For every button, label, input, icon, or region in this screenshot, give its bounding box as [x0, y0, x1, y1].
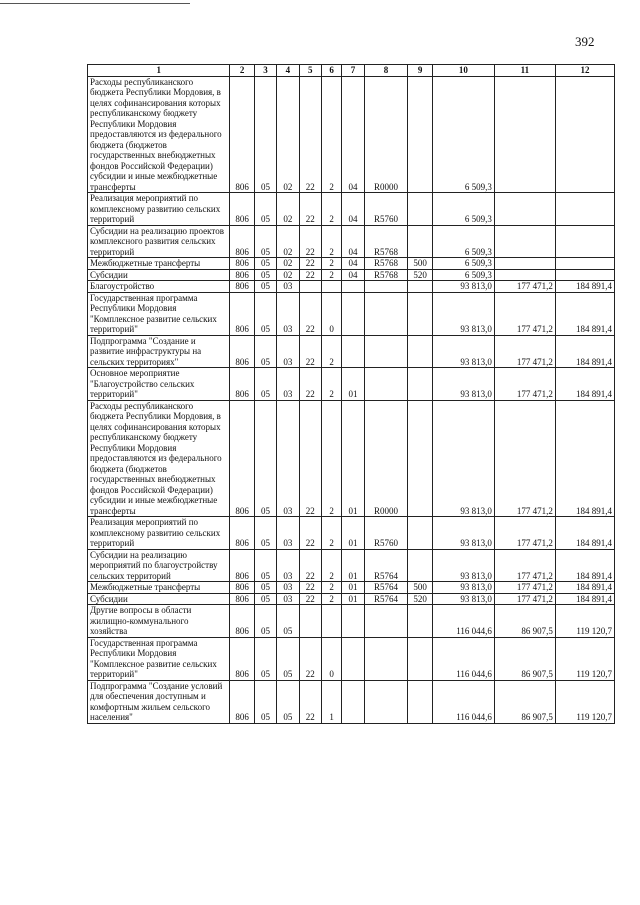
table-row [88, 605, 615, 638]
cell-section: 05 [254, 292, 276, 335]
cell-activity: 04 [342, 269, 364, 281]
cell-amount-year-3: 184 891,4 [555, 335, 614, 368]
cell-subsection: 03 [277, 593, 299, 605]
cell-program: 22 [299, 400, 321, 517]
top-rule [0, 3, 190, 4]
cell-amount-year-2: 177 471,2 [494, 335, 555, 368]
cell-subprogram: 2 [321, 335, 341, 368]
cell-section: 05 [254, 76, 276, 193]
cell-activity: 04 [342, 193, 364, 226]
cell-activity [342, 281, 364, 293]
cell-subsection: 03 [277, 517, 299, 550]
cell-item-name: Субсидии на реализацию проектов комплексного развития сельских территорий [88, 225, 230, 258]
cell-section: 05 [254, 517, 276, 550]
table-row [88, 193, 615, 226]
cell-admin-code: 806 [230, 281, 254, 293]
cell-subprogram: 2 [321, 593, 341, 605]
cell-admin-code: 806 [230, 582, 254, 594]
cell-section: 05 [254, 368, 276, 401]
cell-subprogram: 2 [321, 517, 341, 550]
cell-section: 05 [254, 193, 276, 226]
cell-subsection: 03 [277, 368, 299, 401]
column-header: 12 [555, 65, 614, 77]
cell-section: 05 [254, 400, 276, 517]
cell-admin-code: 806 [230, 76, 254, 193]
cell-expense-type [408, 680, 432, 723]
table-row [88, 593, 615, 605]
cell-admin-code: 806 [230, 517, 254, 550]
cell-subsection: 05 [277, 637, 299, 680]
column-header: 2 [230, 65, 254, 77]
cell-amount-year-2: 177 471,2 [494, 517, 555, 550]
cell-admin-code: 806 [230, 292, 254, 335]
cell-item-name: Расходы республиканского бюджета Республики Мордовия, в целях софинансирования которых республиканскому бюджету Республики Мордовия предоставляются из федерального бюджета (бюджетов государственных внебюджетных фондов Российской Федерации) субсидии и иные межбюджетные трансферты [88, 400, 230, 517]
cell-amount-year-2: 177 471,2 [494, 549, 555, 582]
cell-amount-year-1: 93 813,0 [432, 400, 494, 517]
cell-subsection: 03 [277, 549, 299, 582]
cell-program: 22 [299, 269, 321, 281]
cell-subprogram: 2 [321, 269, 341, 281]
table-row [88, 76, 615, 193]
table-row [88, 517, 615, 550]
cell-program [299, 605, 321, 638]
column-header: 11 [494, 65, 555, 77]
cell-amount-year-1: 116 044,6 [432, 637, 494, 680]
table-row [88, 368, 615, 401]
cell-amount-year-2: 177 471,2 [494, 582, 555, 594]
table-row [88, 400, 615, 517]
cell-subsection: 02 [277, 193, 299, 226]
column-header: 6 [321, 65, 341, 77]
cell-item-name: Субсидии [88, 593, 230, 605]
cell-amount-year-2: 86 907,5 [494, 680, 555, 723]
cell-expense-type: 500 [408, 258, 432, 270]
cell-direction: R5760 [364, 193, 408, 226]
cell-direction: R5764 [364, 549, 408, 582]
cell-item-name: Государственная программа Республики Мордовия "Комплексное развитие сельских территорий" [88, 637, 230, 680]
table-row [88, 269, 615, 281]
cell-item-name: Реализация мероприятий по комплексному развитию сельских территорий [88, 193, 230, 226]
cell-program: 22 [299, 292, 321, 335]
cell-amount-year-3 [555, 258, 614, 270]
cell-section: 05 [254, 605, 276, 638]
table-body [88, 76, 615, 723]
cell-subprogram: 2 [321, 193, 341, 226]
cell-admin-code: 806 [230, 193, 254, 226]
cell-direction: R5760 [364, 517, 408, 550]
cell-subsection: 02 [277, 258, 299, 270]
cell-amount-year-2 [494, 225, 555, 258]
column-header: 7 [342, 65, 364, 77]
cell-subsection: 03 [277, 281, 299, 293]
cell-subprogram [321, 281, 341, 293]
cell-amount-year-2: 177 471,2 [494, 593, 555, 605]
cell-subprogram: 2 [321, 582, 341, 594]
cell-program: 22 [299, 593, 321, 605]
cell-subprogram: 0 [321, 637, 341, 680]
cell-amount-year-2 [494, 269, 555, 281]
cell-section: 05 [254, 549, 276, 582]
table-row [88, 549, 615, 582]
cell-direction: R5768 [364, 258, 408, 270]
cell-expense-type [408, 225, 432, 258]
cell-item-name: Расходы республиканского бюджета Республики Мордовия, в целях софинансирования которых республиканскому бюджету Республики Мордовия предоставляются из федерального бюджета (бюджетов государственных внебюджетных фондов Российской Федерации) субсидии и иные межбюджетные трансферты [88, 76, 230, 193]
table-row [88, 281, 615, 293]
cell-section: 05 [254, 593, 276, 605]
cell-subprogram: 2 [321, 549, 341, 582]
cell-subprogram: 2 [321, 368, 341, 401]
cell-amount-year-2: 177 471,2 [494, 400, 555, 517]
cell-amount-year-3 [555, 225, 614, 258]
cell-expense-type [408, 281, 432, 293]
column-header: 5 [299, 65, 321, 77]
cell-section: 05 [254, 281, 276, 293]
cell-activity [342, 680, 364, 723]
cell-admin-code: 806 [230, 549, 254, 582]
table-row [88, 637, 615, 680]
column-header: 3 [254, 65, 276, 77]
page-number: 392 [575, 34, 595, 49]
cell-expense-type: 500 [408, 582, 432, 594]
cell-section: 05 [254, 225, 276, 258]
cell-amount-year-3: 184 891,4 [555, 517, 614, 550]
cell-program: 22 [299, 517, 321, 550]
cell-subprogram [321, 605, 341, 638]
cell-amount-year-1: 6 509,3 [432, 258, 494, 270]
cell-amount-year-2: 177 471,2 [494, 368, 555, 401]
cell-admin-code: 806 [230, 680, 254, 723]
cell-admin-code: 806 [230, 225, 254, 258]
cell-section: 05 [254, 637, 276, 680]
cell-amount-year-1: 93 813,0 [432, 281, 494, 293]
cell-direction: R5768 [364, 225, 408, 258]
cell-amount-year-1: 93 813,0 [432, 593, 494, 605]
cell-amount-year-1: 6 509,3 [432, 225, 494, 258]
cell-subsection: 03 [277, 335, 299, 368]
cell-subprogram: 0 [321, 292, 341, 335]
cell-activity: 01 [342, 400, 364, 517]
cell-direction: R5768 [364, 269, 408, 281]
cell-activity: 01 [342, 582, 364, 594]
cell-amount-year-3: 184 891,4 [555, 292, 614, 335]
column-header: 4 [277, 65, 299, 77]
cell-expense-type [408, 637, 432, 680]
cell-subsection: 02 [277, 76, 299, 193]
cell-admin-code: 806 [230, 335, 254, 368]
cell-subsection: 03 [277, 292, 299, 335]
cell-subprogram: 1 [321, 680, 341, 723]
cell-amount-year-3: 184 891,4 [555, 549, 614, 582]
cell-expense-type [408, 335, 432, 368]
cell-expense-type [408, 368, 432, 401]
cell-amount-year-1: 93 813,0 [432, 517, 494, 550]
cell-amount-year-2: 177 471,2 [494, 281, 555, 293]
cell-amount-year-2: 177 471,2 [494, 292, 555, 335]
cell-subprogram: 2 [321, 258, 341, 270]
cell-admin-code: 806 [230, 258, 254, 270]
cell-item-name: Межбюджетные трансферты [88, 258, 230, 270]
column-header: 10 [432, 65, 494, 77]
cell-subprogram: 2 [321, 225, 341, 258]
cell-activity: 01 [342, 593, 364, 605]
cell-admin-code: 806 [230, 593, 254, 605]
cell-activity [342, 637, 364, 680]
cell-item-name: Государственная программа Республики Мордовия "Комплексное развитие сельских территорий" [88, 292, 230, 335]
cell-item-name: Реализация мероприятий по комплексному развитию сельских территорий [88, 517, 230, 550]
cell-subprogram: 2 [321, 76, 341, 193]
cell-amount-year-1: 93 813,0 [432, 368, 494, 401]
cell-activity: 04 [342, 258, 364, 270]
cell-expense-type [408, 400, 432, 517]
cell-item-name: Подпрограмма "Создание и развитие инфраструктуры на сельских территориях" [88, 335, 230, 368]
cell-direction [364, 281, 408, 293]
cell-amount-year-3: 184 891,4 [555, 400, 614, 517]
cell-expense-type: 520 [408, 593, 432, 605]
cell-amount-year-3 [555, 193, 614, 226]
cell-subsection: 02 [277, 269, 299, 281]
cell-amount-year-2 [494, 193, 555, 226]
cell-activity [342, 605, 364, 638]
cell-section: 05 [254, 680, 276, 723]
cell-admin-code: 806 [230, 269, 254, 281]
cell-activity: 04 [342, 225, 364, 258]
cell-item-name: Субсидии [88, 269, 230, 281]
cell-expense-type [408, 517, 432, 550]
cell-subsection: 05 [277, 680, 299, 723]
cell-amount-year-3 [555, 269, 614, 281]
cell-amount-year-3: 184 891,4 [555, 582, 614, 594]
cell-program: 22 [299, 680, 321, 723]
column-header: 9 [408, 65, 432, 77]
cell-direction [364, 637, 408, 680]
cell-direction [364, 335, 408, 368]
cell-expense-type [408, 76, 432, 193]
cell-section: 05 [254, 258, 276, 270]
table-row [88, 582, 615, 594]
cell-subsection: 05 [277, 605, 299, 638]
cell-expense-type: 520 [408, 269, 432, 281]
cell-activity [342, 335, 364, 368]
cell-direction: R5764 [364, 582, 408, 594]
cell-item-name: Субсидии на реализацию мероприятий по благоустройству сельских территорий [88, 549, 230, 582]
cell-admin-code: 806 [230, 637, 254, 680]
budget-table [87, 64, 615, 724]
column-header: 1 [88, 65, 230, 77]
cell-item-name: Другие вопросы в области жилищно-коммунального хозяйства [88, 605, 230, 638]
table-row [88, 258, 615, 270]
cell-direction [364, 605, 408, 638]
cell-admin-code: 806 [230, 368, 254, 401]
cell-activity: 01 [342, 517, 364, 550]
cell-expense-type [408, 193, 432, 226]
cell-amount-year-3: 184 891,4 [555, 368, 614, 401]
cell-section: 05 [254, 582, 276, 594]
cell-item-name: Подпрограмма "Создание условий для обеспечения доступным и комфортным жильем сельского населения" [88, 680, 230, 723]
cell-expense-type [408, 549, 432, 582]
cell-program: 22 [299, 76, 321, 193]
cell-subsection: 03 [277, 582, 299, 594]
cell-program: 22 [299, 368, 321, 401]
cell-amount-year-3: 119 120,7 [555, 680, 614, 723]
cell-program: 22 [299, 225, 321, 258]
table-row [88, 680, 615, 723]
column-header: 8 [364, 65, 408, 77]
cell-direction [364, 368, 408, 401]
cell-direction: R0000 [364, 400, 408, 517]
cell-amount-year-3: 119 120,7 [555, 605, 614, 638]
cell-expense-type [408, 605, 432, 638]
cell-program: 22 [299, 549, 321, 582]
cell-item-name: Благоустройство [88, 281, 230, 293]
cell-amount-year-1: 116 044,6 [432, 605, 494, 638]
cell-expense-type [408, 292, 432, 335]
header-row [88, 65, 615, 77]
cell-amount-year-3: 184 891,4 [555, 281, 614, 293]
cell-direction [364, 680, 408, 723]
cell-activity: 01 [342, 368, 364, 401]
cell-amount-year-3: 119 120,7 [555, 637, 614, 680]
cell-amount-year-2 [494, 258, 555, 270]
cell-amount-year-2: 86 907,5 [494, 605, 555, 638]
cell-amount-year-1: 93 813,0 [432, 549, 494, 582]
cell-amount-year-1: 6 509,3 [432, 193, 494, 226]
cell-item-name: Основное мероприятие "Благоустройство сельских территорий" [88, 368, 230, 401]
cell-subsection: 03 [277, 400, 299, 517]
cell-amount-year-2: 86 907,5 [494, 637, 555, 680]
table-row [88, 292, 615, 335]
table-row [88, 225, 615, 258]
cell-admin-code: 806 [230, 605, 254, 638]
cell-amount-year-1: 93 813,0 [432, 582, 494, 594]
cell-item-name: Межбюджетные трансферты [88, 582, 230, 594]
cell-activity [342, 292, 364, 335]
cell-subprogram: 2 [321, 400, 341, 517]
cell-subsection: 02 [277, 225, 299, 258]
cell-program [299, 281, 321, 293]
cell-program: 22 [299, 582, 321, 594]
cell-amount-year-1: 93 813,0 [432, 335, 494, 368]
table-row [88, 335, 615, 368]
cell-section: 05 [254, 335, 276, 368]
cell-section: 05 [254, 269, 276, 281]
cell-program: 22 [299, 258, 321, 270]
cell-program: 22 [299, 193, 321, 226]
cell-program: 22 [299, 637, 321, 680]
cell-program: 22 [299, 335, 321, 368]
cell-amount-year-1: 93 813,0 [432, 292, 494, 335]
cell-activity: 04 [342, 76, 364, 193]
cell-amount-year-1: 6 509,3 [432, 76, 494, 193]
cell-direction: R5764 [364, 593, 408, 605]
cell-amount-year-3: 184 891,4 [555, 593, 614, 605]
cell-amount-year-1: 6 509,3 [432, 269, 494, 281]
cell-direction: R0000 [364, 76, 408, 193]
cell-amount-year-3 [555, 76, 614, 193]
cell-admin-code: 806 [230, 400, 254, 517]
cell-activity: 01 [342, 549, 364, 582]
cell-amount-year-2 [494, 76, 555, 193]
cell-amount-year-1: 116 044,6 [432, 680, 494, 723]
cell-direction [364, 292, 408, 335]
